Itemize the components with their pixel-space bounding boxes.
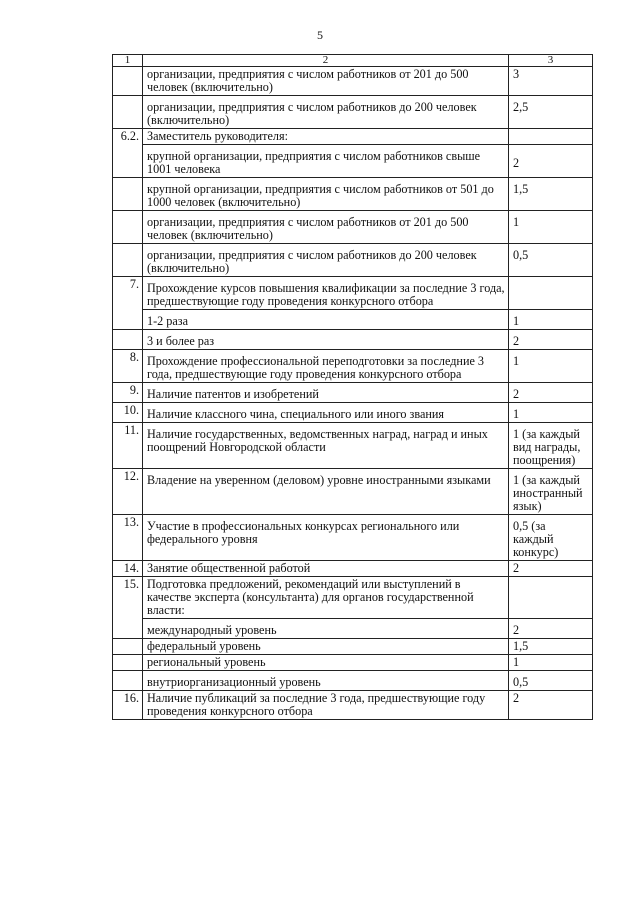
row-number [113,145,143,178]
row-label: региональный уровень [143,655,509,671]
row-label: организации, предприятия с числом работников до 200 человек (включительно) [143,96,509,129]
row-label: организации, предприятия с числом работников от 201 до 500 человек (включительно) [143,211,509,244]
row-label: организации, предприятия с числом работников от 201 до 500 человек (включительно) [143,67,509,96]
row-number: 9. [113,383,143,403]
row-label: Наличие патентов и изобретений [143,383,509,403]
row-number: 7. [113,277,143,310]
table-row [113,211,593,244]
row-number [113,671,143,691]
row-value: 1,5 [509,639,593,655]
row-value: 0,5 [509,671,593,691]
row-number [113,67,143,96]
row-value: 1 [509,403,593,423]
row-value: 2 [509,383,593,403]
table-row [113,96,593,129]
row-label: внутриорганизационный уровень [143,671,509,691]
row-number: 11. [113,423,143,469]
table-row [113,67,593,96]
row-number [113,96,143,129]
row-value: 0,5 (за каждый конкурс) [509,515,593,561]
row-number: 12. [113,469,143,515]
row-value: 2 [509,561,593,577]
row-value: 2 [509,691,593,720]
row-number: 6.2. [113,129,143,145]
row-number [113,178,143,211]
row-number [113,619,143,639]
row-value: 1 [509,310,593,330]
row-label: 1-2 раза [143,310,509,330]
criteria-table [112,54,593,720]
column-header: 3 [509,55,593,67]
row-number [113,211,143,244]
row-value: 3 [509,67,593,96]
row-label: Занятие общественной работой [143,561,509,577]
row-number [113,330,143,350]
row-label: Заместитель руководителя: [143,129,509,145]
row-label: организации, предприятия с числом работников до 200 человек (включительно) [143,244,509,277]
row-label: Прохождение курсов повышения квалификации за последние 3 года, предшествующие году проведения конкурсного отбора [143,277,509,310]
row-number [113,310,143,330]
table-row [113,691,593,720]
row-value: 1 [509,211,593,244]
table-row [113,145,593,178]
table-row [113,515,593,561]
row-label: Наличие государственных, ведомственных наград, наград и иных поощрений Новгородской области [143,423,509,469]
table-row [113,403,593,423]
table-row [113,423,593,469]
page-number: 5 [317,28,323,42]
row-label: Наличие классного чина, специального или иного звания [143,403,509,423]
row-label: 3 и более раз [143,330,509,350]
row-label: Прохождение профессиональной переподготовки за последние 3 года, предшествующие году проведения конкурсного отбора [143,350,509,383]
row-value: 1 (за каждый вид награды, поощрения) [509,423,593,469]
table-row [113,178,593,211]
column-header: 2 [143,55,509,67]
row-value: 0,5 [509,244,593,277]
table-row [113,383,593,403]
row-number [113,639,143,655]
row-value: 2 [509,330,593,350]
row-number [113,655,143,671]
row-value [509,129,593,145]
table-row [113,244,593,277]
row-number: 15. [113,577,143,619]
row-value: 2,5 [509,96,593,129]
table-row [113,350,593,383]
row-label: Участие в профессиональных конкурсах регионального или федерального уровня [143,515,509,561]
row-number [113,244,143,277]
row-value [509,577,593,619]
table-row [113,277,593,310]
row-label: Владение на уверенном (деловом) уровне иностранными языками [143,469,509,515]
row-value: 2 [509,145,593,178]
table-row [113,129,593,145]
row-label: крупной организации, предприятия с числом работников от 501 до 1000 человек (включительно) [143,178,509,211]
row-label: федеральный уровень [143,639,509,655]
table-row [113,310,593,330]
table-row [113,561,593,577]
row-label: Наличие публикаций за последние 3 года, предшествующие году проведения конкурсного отбора [143,691,509,720]
table-row [113,671,593,691]
row-number: 13. [113,515,143,561]
row-label: Подготовка предложений, рекомендаций или выступлений в качестве эксперта (консультанта) для органов государственной власти: [143,577,509,619]
column-header: 1 [113,55,143,67]
table-row [113,655,593,671]
table-row [113,330,593,350]
table-row [113,469,593,515]
row-value: 1,5 [509,178,593,211]
row-number: 16. [113,691,143,720]
table-row [113,639,593,655]
table-header-row [113,55,593,67]
row-label: международный уровень [143,619,509,639]
row-number: 8. [113,350,143,383]
row-number: 10. [113,403,143,423]
row-value: 1 [509,350,593,383]
row-number: 14. [113,561,143,577]
row-value: 2 [509,619,593,639]
row-value: 1 (за каждый иностранный язык) [509,469,593,515]
row-value [509,277,593,310]
table-row [113,619,593,639]
row-label: крупной организации, предприятия с числом работников свыше 1001 человека [143,145,509,178]
row-value: 1 [509,655,593,671]
table-row [113,577,593,619]
